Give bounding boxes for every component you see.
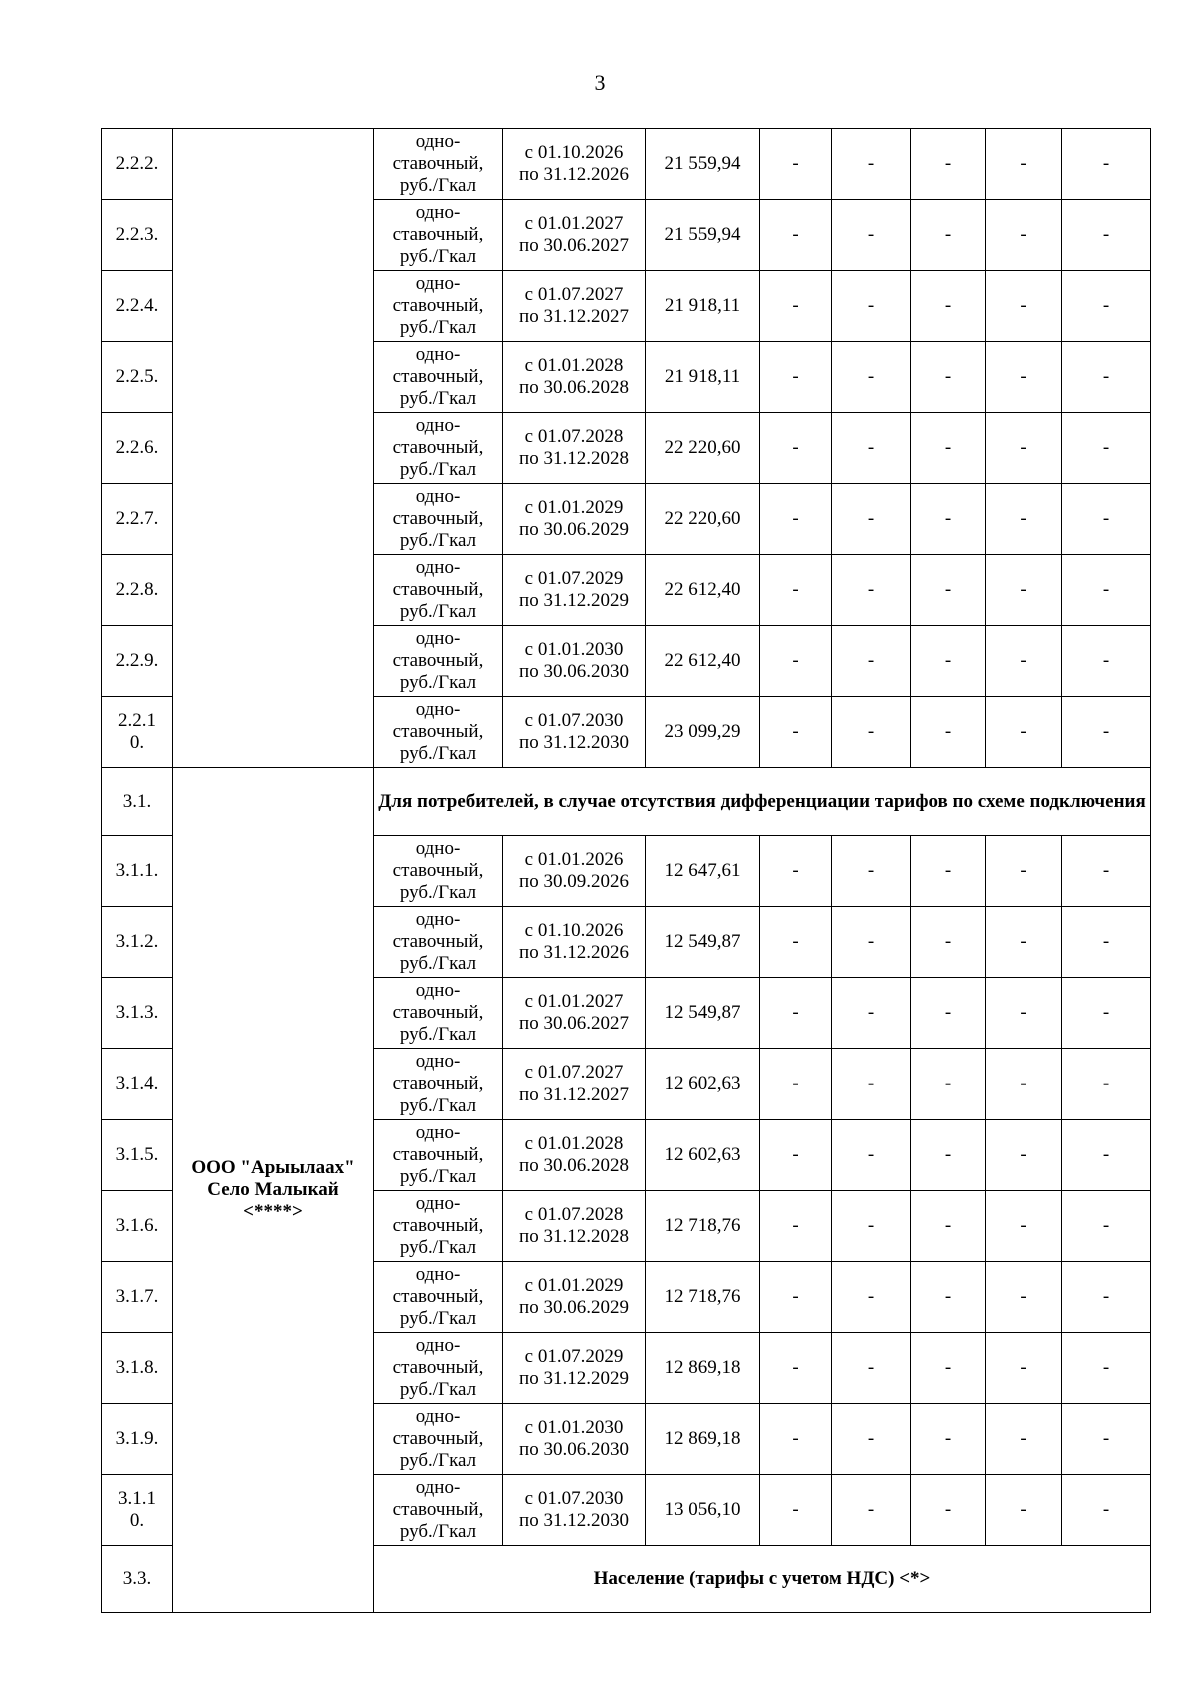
dash-cell: - — [911, 271, 986, 342]
dash-cell: - — [832, 129, 911, 200]
dash-cell: - — [832, 1262, 911, 1333]
tariff-value: 23 099,29 — [646, 697, 760, 768]
dash-cell: - — [1062, 978, 1151, 1049]
period-cell: с 01.01.2028 по 30.06.2028 — [503, 1120, 646, 1191]
dash-cell: - — [832, 555, 911, 626]
dash-cell: - — [1062, 836, 1151, 907]
dash-cell: - — [911, 1191, 986, 1262]
dash-cell: - — [986, 342, 1062, 413]
dash-cell: - — [760, 1333, 832, 1404]
row-number: 2.2.9. — [102, 626, 173, 697]
dash-cell: - — [832, 1049, 911, 1120]
tariff-value: 21 559,94 — [646, 200, 760, 271]
dash-cell: - — [1062, 413, 1151, 484]
dash-cell: - — [760, 1120, 832, 1191]
rate-type-cell: одно- ставочный, руб./Гкал — [374, 836, 503, 907]
tariff-value: 12 602,63 — [646, 1049, 760, 1120]
dash-cell: - — [760, 978, 832, 1049]
tariff-value: 13 056,10 — [646, 1475, 760, 1546]
dash-cell: - — [1062, 1049, 1151, 1120]
tariff-value: 22 220,60 — [646, 484, 760, 555]
dash-cell: - — [832, 1120, 911, 1191]
tariff-value: 12 718,76 — [646, 1262, 760, 1333]
dash-cell: - — [832, 1475, 911, 1546]
dash-cell: - — [911, 413, 986, 484]
dash-cell: - — [1062, 484, 1151, 555]
section-title: Для потребителей, в случае отсутствия дифференциации тарифов по схеме подключения — [374, 768, 1151, 836]
dash-cell: - — [1062, 1333, 1151, 1404]
dash-cell: - — [1062, 1404, 1151, 1475]
period-cell: с 01.07.2030 по 31.12.2030 — [503, 1475, 646, 1546]
tariff-value: 12 869,18 — [646, 1404, 760, 1475]
rate-type-cell: одно- ставочный, руб./Гкал — [374, 342, 503, 413]
dash-cell: - — [986, 413, 1062, 484]
period-cell: с 01.01.2027 по 30.06.2027 — [503, 978, 646, 1049]
dash-cell: - — [760, 555, 832, 626]
dash-cell: - — [760, 1262, 832, 1333]
rate-type-cell: одно- ставочный, руб./Гкал — [374, 1404, 503, 1475]
dash-cell: - — [986, 1333, 1062, 1404]
row-number: 3.3. — [102, 1546, 173, 1613]
tariff-value: 21 918,11 — [646, 271, 760, 342]
rate-type-cell: одно- ставочный, руб./Гкал — [374, 555, 503, 626]
row-number: 3.1.4. — [102, 1049, 173, 1120]
tariff-table — [101, 128, 1151, 1613]
dash-cell: - — [986, 271, 1062, 342]
dash-cell: - — [832, 342, 911, 413]
dash-cell: - — [986, 1191, 1062, 1262]
tariff-value: 21 559,94 — [646, 129, 760, 200]
rate-type-cell: одно- ставочный, руб./Гкал — [374, 1262, 503, 1333]
tariff-value: 21 918,11 — [646, 342, 760, 413]
rate-type-cell: одно- ставочный, руб./Гкал — [374, 200, 503, 271]
dash-cell: - — [760, 907, 832, 978]
dash-cell: - — [986, 1262, 1062, 1333]
tariff-value: 22 612,40 — [646, 626, 760, 697]
dash-cell: - — [986, 978, 1062, 1049]
dash-cell: - — [832, 697, 911, 768]
period-cell: с 01.10.2026 по 31.12.2026 — [503, 129, 646, 200]
dash-cell: - — [760, 836, 832, 907]
dash-cell: - — [911, 1262, 986, 1333]
row-number: 2.2.6. — [102, 413, 173, 484]
dash-cell: - — [760, 200, 832, 271]
dash-cell: - — [911, 129, 986, 200]
dash-cell: - — [911, 1475, 986, 1546]
dash-cell: - — [760, 1475, 832, 1546]
dash-cell: - — [911, 907, 986, 978]
dash-cell: - — [1062, 555, 1151, 626]
period-cell: с 01.07.2028 по 31.12.2028 — [503, 413, 646, 484]
row-number: 3.1.1. — [102, 836, 173, 907]
period-cell: с 01.07.2027 по 31.12.2027 — [503, 271, 646, 342]
row-number: 2.2.5. — [102, 342, 173, 413]
row-number: 2.2.3. — [102, 200, 173, 271]
rate-type-cell: одно- ставочный, руб./Гкал — [374, 626, 503, 697]
row-number: 2.2.2. — [102, 129, 173, 200]
rate-type-cell: одно- ставочный, руб./Гкал — [374, 1049, 503, 1120]
dash-cell: - — [760, 1404, 832, 1475]
dash-cell: - — [986, 1120, 1062, 1191]
row-number: 3.1. — [102, 768, 173, 836]
row-number: 3.1.8. — [102, 1333, 173, 1404]
row-number: 3.1.9. — [102, 1404, 173, 1475]
tariff-value: 12 602,63 — [646, 1120, 760, 1191]
dash-cell: - — [760, 1049, 832, 1120]
dash-cell: - — [911, 978, 986, 1049]
rate-type-cell: одно- ставочный, руб./Гкал — [374, 413, 503, 484]
period-cell: с 01.01.2027 по 30.06.2027 — [503, 200, 646, 271]
dash-cell: - — [832, 626, 911, 697]
dash-cell: - — [760, 697, 832, 768]
tariff-value: 22 612,40 — [646, 555, 760, 626]
dash-cell: - — [760, 342, 832, 413]
period-cell: с 01.10.2026 по 31.12.2026 — [503, 907, 646, 978]
row-number: 3.1.5. — [102, 1120, 173, 1191]
dash-cell: - — [911, 1120, 986, 1191]
rate-type-cell: одно- ставочный, руб./Гкал — [374, 697, 503, 768]
dash-cell: - — [911, 1404, 986, 1475]
tariff-value: 12 549,87 — [646, 978, 760, 1049]
section-title: Население (тарифы с учетом НДС) <*> — [374, 1546, 1151, 1613]
dash-cell: - — [760, 484, 832, 555]
dash-cell: - — [986, 836, 1062, 907]
dash-cell: - — [832, 1404, 911, 1475]
dash-cell: - — [1062, 271, 1151, 342]
dash-cell: - — [832, 907, 911, 978]
dash-cell: - — [911, 200, 986, 271]
tariff-value: 12 869,18 — [646, 1333, 760, 1404]
rate-type-cell: одно- ставочный, руб./Гкал — [374, 1120, 503, 1191]
dash-cell: - — [1062, 342, 1151, 413]
period-cell: с 01.07.2030 по 31.12.2030 — [503, 697, 646, 768]
period-cell: с 01.07.2029 по 31.12.2029 — [503, 555, 646, 626]
dash-cell: - — [1062, 1120, 1151, 1191]
dash-cell: - — [911, 1333, 986, 1404]
rate-type-cell: одно- ставочный, руб./Гкал — [374, 1475, 503, 1546]
rate-type-cell: одно- ставочный, руб./Гкал — [374, 271, 503, 342]
dash-cell: - — [986, 1475, 1062, 1546]
dash-cell: - — [911, 1049, 986, 1120]
period-cell: с 01.01.2028 по 30.06.2028 — [503, 342, 646, 413]
dash-cell: - — [1062, 697, 1151, 768]
period-cell: с 01.01.2030 по 30.06.2030 — [503, 1404, 646, 1475]
dash-cell: - — [986, 626, 1062, 697]
dash-cell: - — [832, 978, 911, 1049]
page-number: 3 — [594, 70, 606, 95]
section-header-row — [102, 768, 1151, 836]
dash-cell: - — [760, 129, 832, 200]
dash-cell: - — [1062, 1191, 1151, 1262]
dash-cell: - — [911, 342, 986, 413]
row-number: 2.2.4. — [102, 271, 173, 342]
row-number: 3.1.6. — [102, 1191, 173, 1262]
dash-cell: - — [1062, 626, 1151, 697]
tariff-value: 12 718,76 — [646, 1191, 760, 1262]
dash-cell: - — [832, 836, 911, 907]
dash-cell: - — [986, 484, 1062, 555]
row-number: 2.2.1 0. — [102, 697, 173, 768]
tariff-value: 12 549,87 — [646, 907, 760, 978]
dash-cell: - — [1062, 200, 1151, 271]
dash-cell: - — [986, 907, 1062, 978]
rate-type-cell: одно- ставочный, руб./Гкал — [374, 978, 503, 1049]
period-cell: с 01.01.2029 по 30.06.2029 — [503, 1262, 646, 1333]
dash-cell: - — [911, 836, 986, 907]
dash-cell: - — [986, 1404, 1062, 1475]
dash-cell: - — [911, 697, 986, 768]
period-cell: с 01.07.2029 по 31.12.2029 — [503, 1333, 646, 1404]
dash-cell: - — [1062, 1262, 1151, 1333]
dash-cell: - — [986, 1049, 1062, 1120]
period-cell: с 01.07.2027 по 31.12.2027 — [503, 1049, 646, 1120]
dash-cell: - — [1062, 1475, 1151, 1546]
period-cell: с 01.01.2026 по 30.09.2026 — [503, 836, 646, 907]
dash-cell: - — [911, 555, 986, 626]
row-number: 3.1.3. — [102, 978, 173, 1049]
org-name: ООО "Арыылаах" Село Малыкай <****> — [173, 768, 374, 1613]
dash-cell: - — [1062, 129, 1151, 200]
row-number: 2.2.8. — [102, 555, 173, 626]
row-number: 3.1.7. — [102, 1262, 173, 1333]
rate-type-cell: одно- ставочный, руб./Гкал — [374, 907, 503, 978]
rate-type-cell: одно- ставочный, руб./Гкал — [374, 1333, 503, 1404]
dash-cell: - — [1062, 907, 1151, 978]
dash-cell: - — [986, 200, 1062, 271]
tariff-value: 12 647,61 — [646, 836, 760, 907]
rate-type-cell: одно- ставочный, руб./Гкал — [374, 1191, 503, 1262]
dash-cell: - — [760, 271, 832, 342]
dash-cell: - — [832, 200, 911, 271]
row-number: 3.1.1 0. — [102, 1475, 173, 1546]
dash-cell: - — [832, 413, 911, 484]
period-cell: с 01.01.2029 по 30.06.2029 — [503, 484, 646, 555]
dash-cell: - — [760, 413, 832, 484]
period-cell: с 01.01.2030 по 30.06.2030 — [503, 626, 646, 697]
dash-cell: - — [832, 1333, 911, 1404]
row-number: 3.1.2. — [102, 907, 173, 978]
org-cell-empty — [173, 129, 374, 768]
dash-cell: - — [986, 555, 1062, 626]
dash-cell: - — [832, 1191, 911, 1262]
row-number: 2.2.7. — [102, 484, 173, 555]
dash-cell: - — [911, 484, 986, 555]
rate-type-cell: одно- ставочный, руб./Гкал — [374, 484, 503, 555]
dash-cell: - — [832, 271, 911, 342]
dash-cell: - — [986, 697, 1062, 768]
tariff-table-body — [102, 129, 1151, 1613]
dash-cell: - — [760, 626, 832, 697]
dash-cell: - — [911, 626, 986, 697]
tariff-value: 22 220,60 — [646, 413, 760, 484]
rate-type-cell: одно- ставочный, руб./Гкал — [374, 129, 503, 200]
dash-cell: - — [760, 1191, 832, 1262]
dash-cell: - — [832, 484, 911, 555]
dash-cell: - — [986, 129, 1062, 200]
table-row — [102, 129, 1151, 200]
period-cell: с 01.07.2028 по 31.12.2028 — [503, 1191, 646, 1262]
